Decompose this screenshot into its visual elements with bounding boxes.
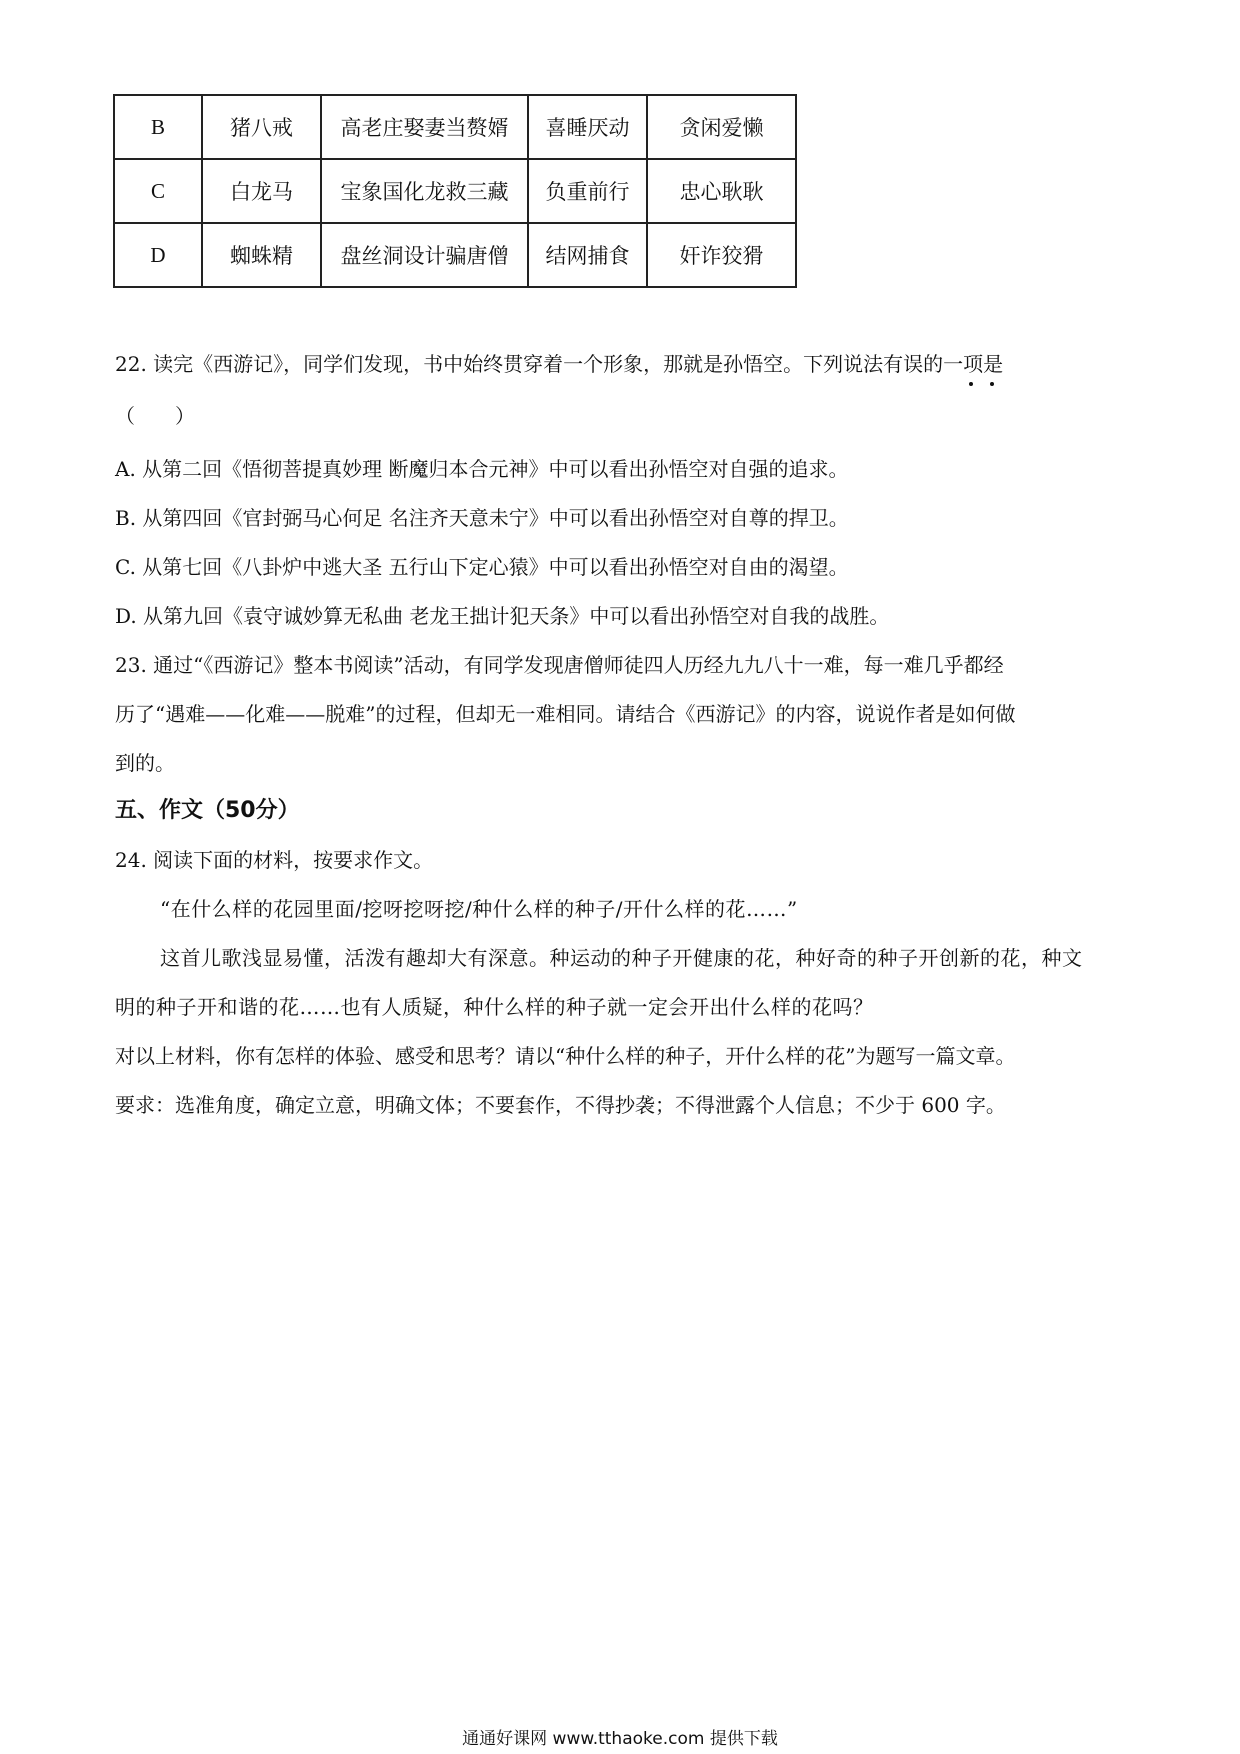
character-name: 白龙马 <box>202 159 321 223</box>
material-paragraph: 这首儿歌浅显易懂，活泼有趣却大有深意。种运动的种子开健康的花，种好奇的种子开创新的花，种文 <box>160 946 1083 970</box>
material-paragraph: 明的种子开和谐的花……也有人质疑，种什么样的种子就一定会开出什么样的花吗？ <box>115 995 874 1019</box>
option-c: C. 从第七回《八卦炉中逃大圣 五行山下定心猿》中可以看出孙悟空对自由的渴望。 <box>115 555 849 579</box>
options-table <box>113 94 797 288</box>
trait-character: 奸诈狡猾 <box>647 223 796 287</box>
trait-behavior: 结网捕食 <box>528 223 647 287</box>
trait-behavior: 负重前行 <box>528 159 647 223</box>
essay-requirements: 要求：选准角度，确定立意，明确文体；不要套作，不得抄袭；不得泄露个人信息；不少于 600 字。 <box>115 1093 1006 1117</box>
emphasis-dot <box>990 382 994 386</box>
emphasis-dot <box>969 382 973 386</box>
character-name: 蜘蛛精 <box>202 223 321 287</box>
trait-character: 忠心耿耿 <box>647 159 796 223</box>
story-event: 宝象国化龙救三藏 <box>321 159 528 223</box>
question-23-line: 历了“遇难——化难——脱难”的过程，但却无一难相同。请结合《西游记》的内容，说说作者是如何做 <box>115 702 1016 726</box>
row-label: D <box>114 223 202 287</box>
question-23-line: 到的。 <box>115 751 175 775</box>
story-event: 高老庄娶妻当赘婿 <box>321 95 528 159</box>
section-heading: 五、作文（50分） <box>115 798 300 823</box>
answer-parentheses: （ ） <box>115 404 195 428</box>
question-24-stem: 24. 阅读下面的材料，按要求作文。 <box>115 848 434 872</box>
row-label: C <box>114 159 202 223</box>
table-row <box>114 95 796 159</box>
question-23-line: 23. 通过“《西游记》整本书阅读”活动，有同学发现唐僧师徒四人历经九九八十一难，每一难几乎都经 <box>115 653 1004 677</box>
trait-character: 贪闲爱懒 <box>647 95 796 159</box>
material-quote: “在什么样的花园里面/挖呀挖呀挖/种什么样的种子/开什么样的花……” <box>160 897 798 921</box>
story-event: 盘丝洞设计骗唐僧 <box>321 223 528 287</box>
option-a: A. 从第二回《悟彻菩提真妙理 断魔归本合元神》中可以看出孙悟空对自强的追求。 <box>115 457 849 481</box>
row-label: B <box>114 95 202 159</box>
table-row <box>114 223 796 287</box>
character-name: 猪八戒 <box>202 95 321 159</box>
page-footer: 通通好课网 www.tthaoke.com 提供下载 <box>462 1729 778 1749</box>
table-row <box>114 159 796 223</box>
question-22-stem: 22. 读完《西游记》，同学们发现，书中始终贯穿着一个形象，那就是孙悟空。下列说法有误的一项是 <box>115 352 1004 376</box>
essay-prompt: 对以上材料，你有怎样的体验、感受和思考？请以“种什么样的种子，开什么样的花”为题写一篇文章。 <box>115 1044 1016 1068</box>
option-b: B. 从第四回《官封弼马心何足 名注齐天意未宁》中可以看出孙悟空对自尊的捍卫。 <box>115 506 849 530</box>
option-d: D. 从第九回《袁守诚妙算无私曲 老龙王拙计犯天条》中可以看出孙悟空对自我的战胜。 <box>115 604 890 628</box>
trait-behavior: 喜睡厌动 <box>528 95 647 159</box>
